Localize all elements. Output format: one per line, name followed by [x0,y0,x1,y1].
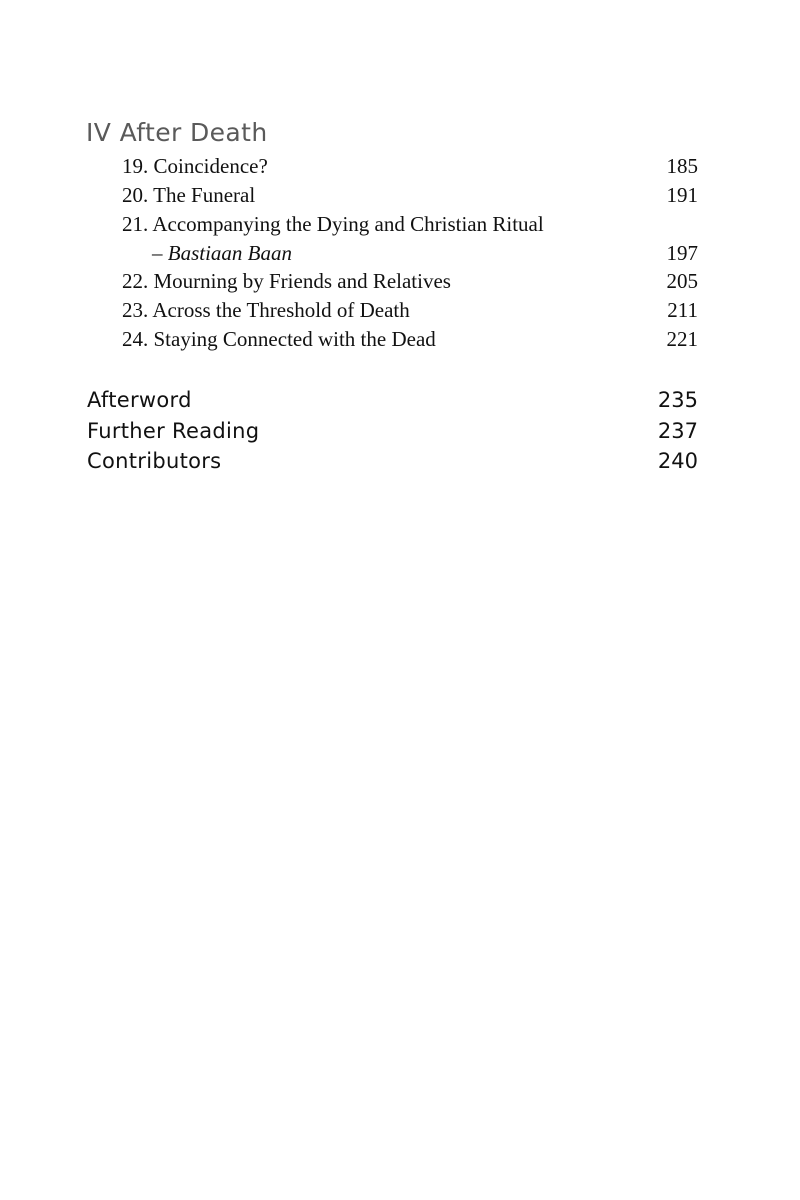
entry-page-number: 221 [666,327,698,351]
back-matter-entry [87,449,698,479]
entry-title: 23. Across the Threshold of Death [122,298,410,322]
entry-page-number: 211 [667,298,698,322]
entry-title: 19. Coincidence? [122,154,268,178]
entry-author: – Bastiaan Baan [152,241,292,265]
toc-entry [122,298,698,326]
entry-page-number: 240 [657,449,698,473]
entry-page-number: 205 [666,269,698,293]
toc-entry [122,183,698,211]
back-matter-entry [87,388,698,418]
toc-entry-continuation [122,241,698,269]
toc-entry [122,269,698,297]
toc-entry [122,327,698,355]
entry-title: 21. Accompanying the Dying and Christian Ritual [122,212,544,236]
entry-title: 24. Staying Connected with the Dead [122,327,436,351]
entry-page-number: 237 [657,419,698,443]
entry-title: Afterword [87,388,192,412]
toc-entry [122,212,698,240]
entry-title: Contributors [87,449,222,473]
entry-page-number: 185 [666,154,698,178]
toc-entry [122,154,698,182]
entry-page-number: 197 [666,241,698,265]
back-matter-entry [87,419,698,449]
entry-title: 22. Mourning by Friends and Relatives [122,269,451,293]
entry-title: Further Reading [87,419,260,443]
entry-title: 20. The Funeral [122,183,256,207]
entry-page-number: 235 [657,388,698,412]
part-heading: IV After Death [86,118,268,147]
entry-page-number: 191 [666,183,698,207]
